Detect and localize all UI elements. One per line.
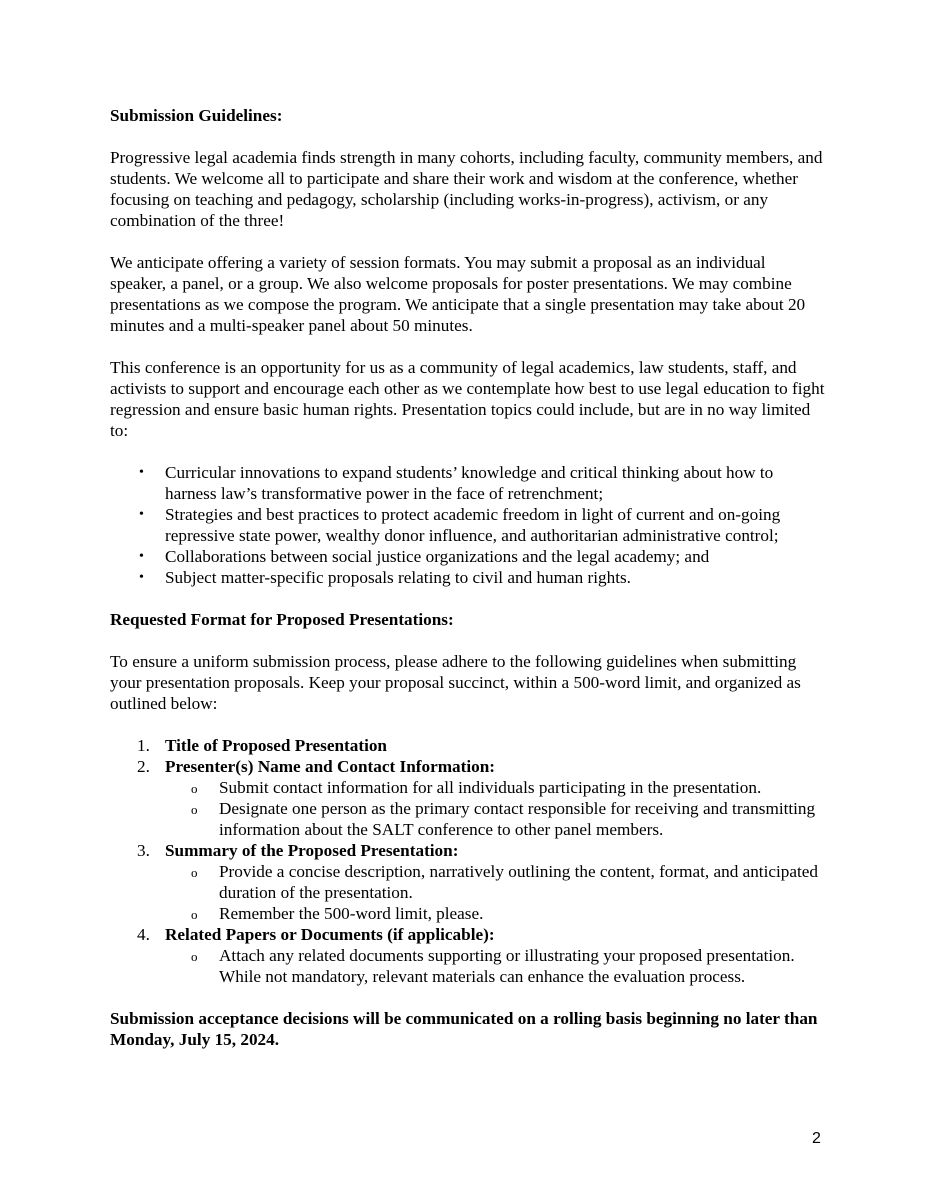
sub-item-text: Submit contact information for all individuals participating in the presentation. <box>219 778 762 797</box>
bullet-icon: • <box>139 549 144 564</box>
circle-bullet-icon: o <box>191 865 198 880</box>
circle-bullet-icon: o <box>191 949 198 964</box>
paragraph-conference-opportunity: This conference is an opportunity for us as a community of legal academics, law students, staff, and activists to support and encourage each other as we contemplate how best to use legal education to fight regression and ensure basic human rights. Presentation topics could include, but are in no way limited to: <box>110 358 825 440</box>
bullet-icon: • <box>139 570 144 585</box>
sub-list-item <box>191 777 825 798</box>
circle-bullet-icon: o <box>191 781 198 796</box>
sub-list <box>165 945 825 987</box>
bullet-text: Subject matter-specific proposals relating to civil and human rights. <box>165 568 631 587</box>
paragraph-format-intro: To ensure a uniform submission process, please adhere to the following guidelines when submitting your presentation proposals. Keep your proposal succinct, within a 500-word limit, and organized as outlined below: <box>110 652 801 713</box>
bullet-text: Curricular innovations to expand students’ knowledge and critical thinking about how to harness law’s transformative power in the face of retrenchment; <box>165 463 774 503</box>
circle-bullet-icon: o <box>191 907 198 922</box>
submission-guidelines-heading: Submission Guidelines: <box>110 106 283 125</box>
list-number: 2. <box>137 757 150 776</box>
sub-list <box>165 861 825 924</box>
list-item <box>137 756 825 840</box>
list-number: 1. <box>137 736 150 755</box>
bullet-text: Collaborations between social justice organizations and the legal academy; and <box>165 547 710 566</box>
list-item <box>137 735 825 756</box>
sub-list-item <box>191 903 825 924</box>
circle-bullet-icon: o <box>191 802 198 817</box>
item-title: Related Papers or Documents (if applicable): <box>165 925 495 944</box>
bullet-icon: • <box>139 465 144 480</box>
acceptance-decisions-notice: Submission acceptance decisions will be communicated on a rolling basis beginning no later than Monday, July 15, 2024. <box>110 1009 818 1049</box>
format-numbered-list <box>110 735 825 987</box>
sub-item-text: Remember the 500-word limit, please. <box>219 904 484 923</box>
paragraph-session-formats: We anticipate offering a variety of session formats. You may submit a proposal as an individual speaker, a panel, or a group. We also welcome proposals for poster presentations. We may combine presentations as we compose the program. We anticipate that a single presentation may take about 20 minutes and a multi-speaker panel about 50 minutes. <box>110 253 806 335</box>
sub-list <box>165 777 825 840</box>
sub-list-item <box>191 861 825 903</box>
item-title: Summary of the Proposed Presentation: <box>165 841 459 860</box>
page-number: 2 <box>812 1130 821 1147</box>
item-title: Presenter(s) Name and Contact Information: <box>165 757 496 776</box>
list-number: 4. <box>137 925 150 944</box>
list-item <box>139 462 825 504</box>
bullet-text: Strategies and best practices to protect academic freedom in light of current and on-going repressive state power, wealthy donor influence, and authoritarian administrative control; <box>165 505 781 545</box>
list-item <box>137 924 825 987</box>
paragraph-cohorts: Progressive legal academia finds strength in many cohorts, including faculty, community members, and students. We welcome all to participate and share their work and wisdom at the conference, whether focusing on teaching and pedagogy, scholarship (including works-in-progress), activism, or any combination of the three! <box>110 148 823 230</box>
bullet-icon: • <box>139 507 144 522</box>
requested-format-heading: Requested Format for Proposed Presentations: <box>110 610 454 629</box>
list-number: 3. <box>137 841 150 860</box>
sub-item-text: Provide a concise description, narratively outlining the content, format, and anticipated duration of the presentation. <box>219 862 818 902</box>
list-item <box>137 840 825 924</box>
page-content <box>110 105 825 1050</box>
sub-list-item <box>191 798 825 840</box>
sub-item-text: Designate one person as the primary contact responsible for receiving and transmitting information about the SALT conference to other panel members. <box>219 799 816 839</box>
list-item <box>139 504 825 546</box>
sub-item-text: Attach any related documents supporting or illustrating your proposed presentation. While not mandatory, relevant materials can enhance the evaluation process. <box>219 946 795 986</box>
list-item <box>139 567 825 588</box>
item-title: Title of Proposed Presentation <box>165 736 387 755</box>
sub-list-item <box>191 945 825 987</box>
list-item <box>139 546 825 567</box>
topics-bullet-list <box>110 462 825 588</box>
